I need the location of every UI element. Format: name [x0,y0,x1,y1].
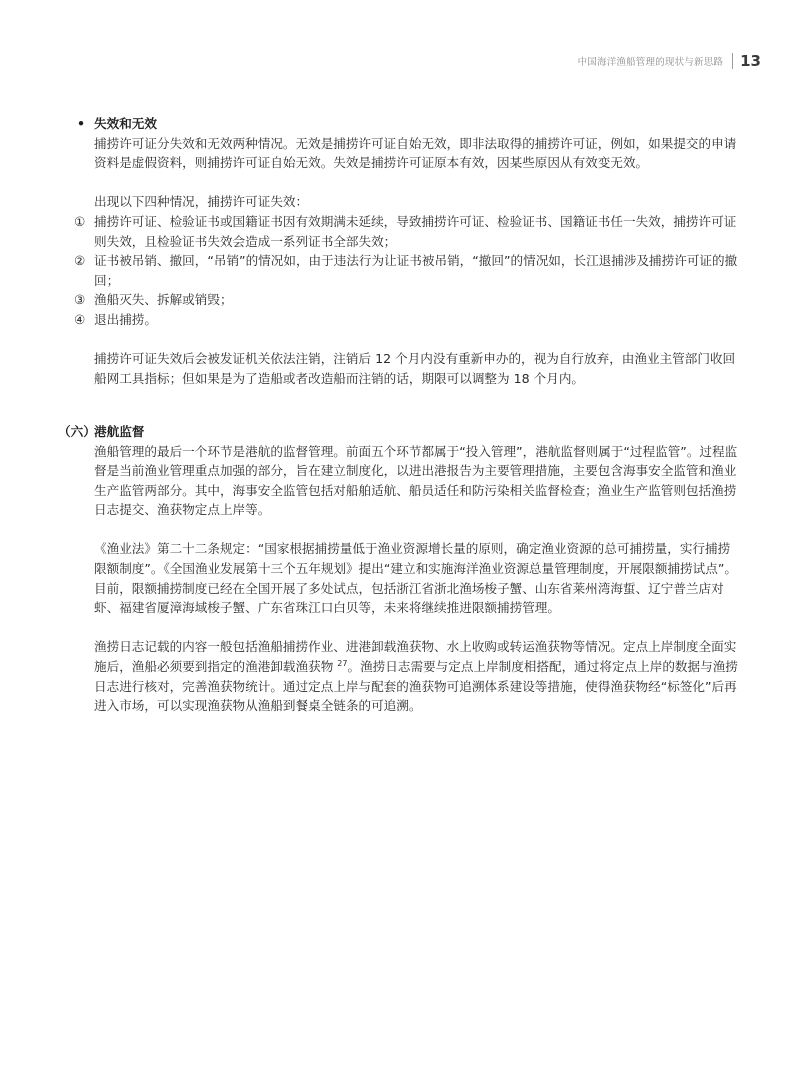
port-paragraph-3-part-1: 渔捞日志记载的内容一般包括渔船捕捞作业、进港卸载渔获物、水上收购或转运渔获物等情况。定点上岸制度全面实施后，渔船必须要到指定的渔港卸载渔获物 [94,639,737,675]
page-number: 13 [740,52,761,70]
list-item-number: ② [74,253,86,269]
list-item [74,212,742,251]
list-item-text: 退出捕捞。 [94,311,157,327]
section-number: （六） [58,423,96,439]
port-paragraph-3-part-2: 。渔捞日志需要与定点上岸制度相搭配，通过将定点上岸的数据与渔捞日志进行核对，完善渔获物统计。通过定点上岸与配套的渔获物可追溯体系建设等措施，使得渔获物经“标签化”后再进入市场，可以实现渔获物从渔船到餐桌全链条的可追溯。 [94,659,738,714]
list-item-number: ① [74,213,86,229]
subsection-heading-text: 失效和无效 [94,116,157,131]
list-item-number: ③ [74,292,86,308]
header-divider [732,53,733,69]
list-intro: 出现以下四种情况，捕捞许可证失效： [94,194,309,210]
footnote-reference[interactable]: 27 [337,659,348,669]
list-item [74,310,742,330]
port-paragraph-2: 《渔业法》第二十二条规定：“国家根据捕捞量低于渔业资源增长量的原则，确定渔业资源的总可捕捞量，实行捕捞限额制度”。《全国渔业发展第十三个五年规划》提出“建立和实施海洋渔业资源总量管理制度，开展限额捕捞试点”。目前，限额捕捞制度已经在全国开展了多处试点，包括浙江省浙北渔场梭子蟹、山东省莱州湾海蜇、辽宁普兰店对虾、福建省厦漳海域梭子蟹、广东省珠江口白贝等，未来将继续推进限额捕捞管理。 [94,541,737,616]
running-header-title: 中国海洋渔船管理的现状与新思路 [577,57,724,68]
list-item-number: ④ [74,311,86,327]
page-body [58,114,742,716]
running-header [578,52,761,70]
list-item [74,290,742,310]
port-paragraph-1: 渔船管理的最后一个环节是港航的监督管理。前面五个环节都属于“投入管理”，港航监督则属于“过程监管”。过程监督是当前渔业管理重点加强的部分，旨在建立制度化，以进出港报告为主要管理措施，主要包含海事安全监管和渔业生产监管两部分。其中，海事安全监管包括对船舶适航、船员适任和防污染相关监督检查；渔业生产监管则包括渔捞日志提交、渔获物定点上岸等。 [94,443,738,518]
list-item-text: 渔船灭失、拆解或销毁； [94,292,233,308]
invalid-paragraph: 捕捞许可证分失效和无效两种情况。无效是捕捞许可证自始无效，即非法取得的捕捞许可证，例如，如果提交的申请资料是虚假资料，则捕捞许可证自始无效。失效是捕捞许可证原本有效，因某些原因从有效变无效。 [94,135,737,171]
section-heading-text: 港航监督 [94,423,145,439]
port-paragraph-3 [94,637,742,715]
list-item-text: 捕捞许可证、检验证书或国籍证书因有效期满未延续，导致捕捞许可证、检验证书、国籍证书任一失效，捕捞许可证则失效，且检验证书失效会造成一系列证书全部失效； [94,213,737,249]
section-heading-port [58,422,742,442]
subsection-heading-invalid [77,114,742,134]
bullet-icon: • [77,116,86,131]
list-item-text: 证书被吊销、撤回，“吊销”的情况如，由于违法行为让证书被吊销，“撤回”的情况如，长江退捕涉及捕捞许可证的撤回； [94,253,738,288]
list-item [74,251,742,290]
invalid-closing-paragraph: 捕捞许可证失效后会被发证机关依法注销，注销后 12 个月内没有重新申办的，视为自行放弃，由渔业主管部门收回船网工具指标；但如果是为了造船或者改造船而注销的话，期限可以调整为 18 个月内。 [94,351,736,386]
